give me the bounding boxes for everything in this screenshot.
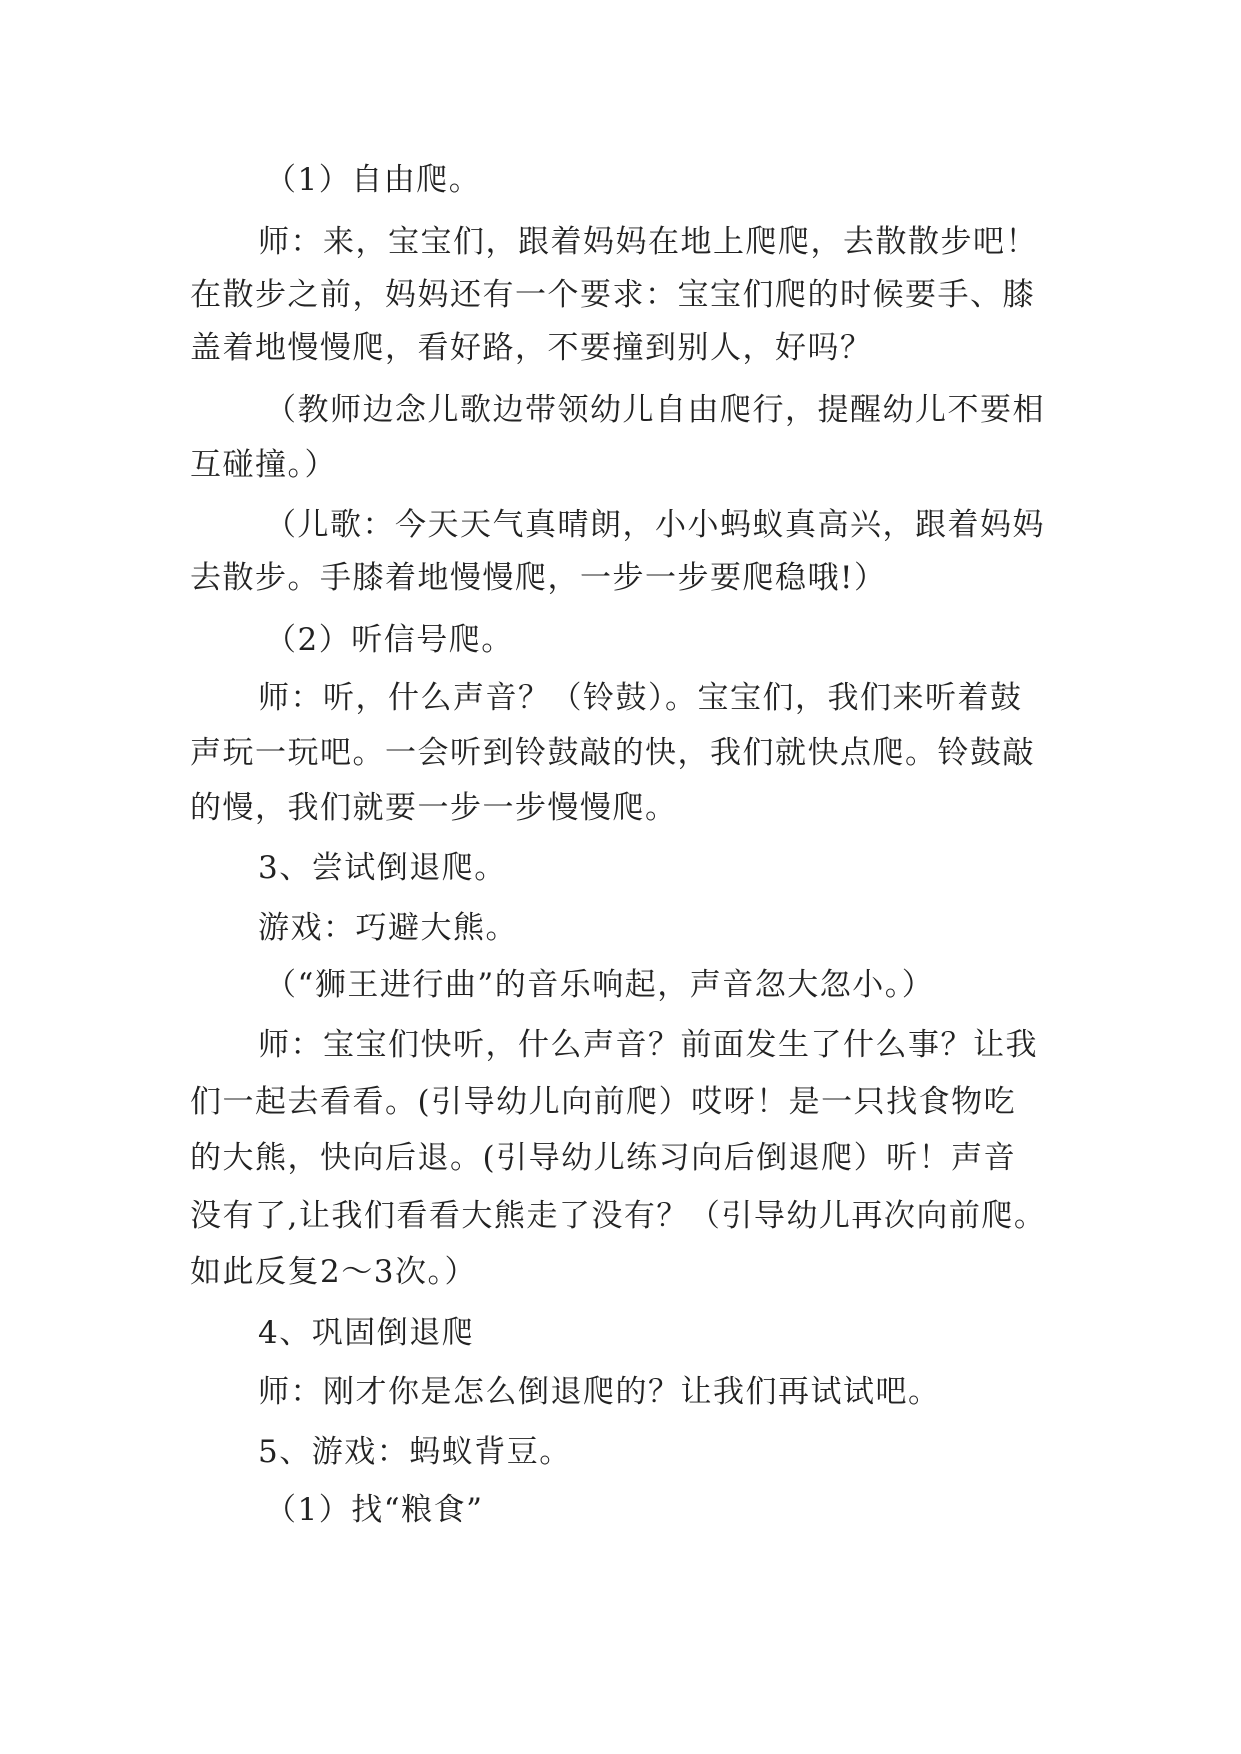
text-line: 师：听，什么声音？（铃鼓）。宝宝们，我们来听着鼓: [258, 680, 1023, 716]
text-line: 如此反复2～3次。）: [190, 1254, 477, 1290]
text-line: 声玩一玩吧。一会听到铃鼓敲的快，我们就快点爬。铃鼓敲: [190, 735, 1035, 771]
text-line: 3、尝试倒退爬。: [258, 850, 507, 886]
text-line: 互碰撞。）: [190, 447, 337, 483]
text-line: （教师边念儿歌边带领幼儿自由爬行，提醒幼儿不要相: [265, 392, 1045, 428]
text-line: 师：刚才你是怎么倒退爬的？让我们再试试吧。: [258, 1374, 941, 1410]
text-line: （1）自由爬。: [265, 162, 482, 198]
text-line: 4、巩固倒退爬: [258, 1315, 475, 1351]
text-line: 去散步。手膝着地慢慢爬，一步一步要爬稳哦!）: [190, 560, 887, 596]
text-line: 5、游戏：蚂蚁背豆。: [258, 1434, 572, 1470]
text-line: 的大熊，快向后退。(引导幼儿练习向后倒退爬）听！声音: [190, 1140, 1017, 1176]
text-line: 没有了,让我们看看大熊走了没有？（引导幼儿再次向前爬。: [190, 1198, 1047, 1234]
text-line: 师：来，宝宝们，跟着妈妈在地上爬爬，去散散步吧！: [258, 224, 1038, 260]
text-line: （2）听信号爬。: [265, 622, 514, 658]
text-line: （“狮王进行曲”的音乐响起，声音忽大忽小。）: [265, 967, 935, 1003]
text-line: 们一起去看看。(引导幼儿向前爬）哎呀！是一只找食物吃: [190, 1084, 1017, 1120]
text-line: （1）找“粮食”: [265, 1492, 484, 1528]
text-line: 在散步之前，妈妈还有一个要求：宝宝们爬的时候要手、膝: [190, 277, 1035, 313]
text-line: 的慢，我们就要一步一步慢慢爬。: [190, 790, 678, 826]
text-line: （儿歌：今天天气真晴朗，小小蚂蚁真高兴，跟着妈妈: [265, 507, 1045, 543]
text-line: 盖着地慢慢爬，看好路，不要撞到别人，好吗？: [190, 330, 873, 366]
text-line: 师：宝宝们快听，什么声音？前面发生了什么事？让我: [258, 1027, 1038, 1063]
text-line: 游戏：巧避大熊。: [258, 910, 518, 946]
